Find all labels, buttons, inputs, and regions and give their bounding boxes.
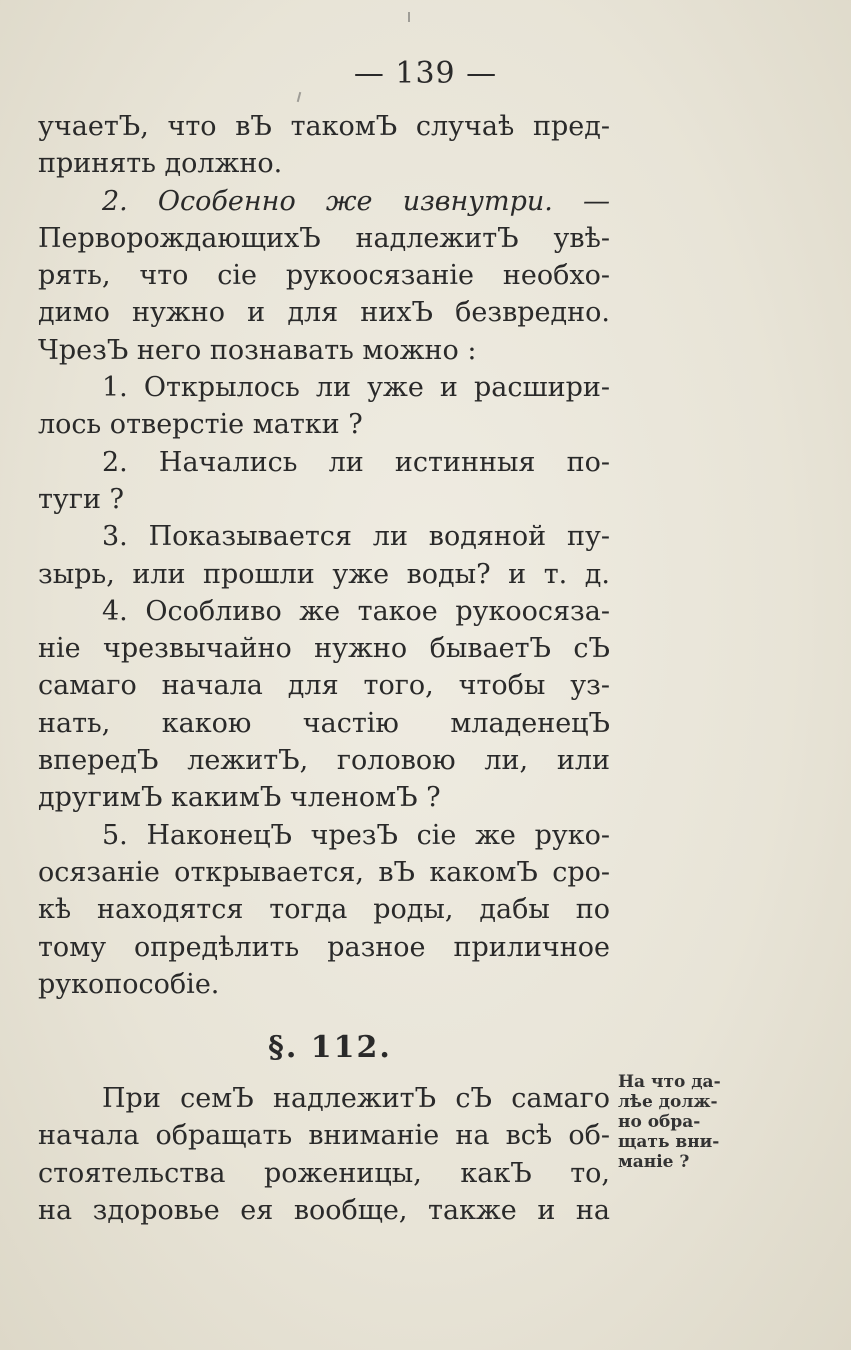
ink-speck	[408, 12, 410, 22]
text-line: на здоровье ея вообще, также и на	[38, 1194, 610, 1226]
text-line: димо нужно и для нихЪ безвредно.	[38, 297, 610, 329]
text-line: ніе чрезвычайно нужно бываетЪ сЪ	[38, 633, 610, 665]
text-line: лось отверстіе матки ?	[38, 409, 363, 441]
text-line: При семЪ надлежитЪ сЪ самаго	[102, 1083, 610, 1114]
text-line: 5. НаконецЪ чрезЪ сіе же руко-	[102, 819, 610, 851]
text-line: 2. Начались ли истинныя по-	[102, 446, 610, 478]
text-line: стоятельства роженицы, какЪ то,	[38, 1157, 610, 1189]
margin-note-line: На что да-	[618, 1072, 721, 1092]
text-line: 2. Особенно же извнутри. —	[102, 185, 610, 217]
text-line: начала обращать вниманіе на всѣ об-	[38, 1120, 610, 1152]
main-text	[38, 108, 610, 1003]
text-line: учаетЪ, что вЪ такомЪ случаѣ пред-	[38, 111, 610, 142]
section-heading: §. 112.	[268, 1030, 392, 1065]
text-line: осязаніе открывается, вЪ какомЪ сро-	[38, 856, 610, 888]
ink-speck	[297, 92, 302, 102]
text-line: ЧрезЪ него познавать можно :	[38, 334, 477, 366]
text-line: 1. Открылось ли уже и расшири-	[102, 372, 610, 404]
text-line: туги ?	[38, 483, 125, 515]
text-line: кѣ находятся тогда роды, дабы по	[38, 894, 610, 926]
text-line: нать, какою частію младенецЪ	[38, 707, 610, 739]
text-line: рукопособіе.	[38, 968, 220, 1000]
margin-note-line: но обра-	[618, 1112, 701, 1132]
margin-note-line: щать вни-	[618, 1132, 720, 1152]
text-line: зырь, или прошли уже воды? и т. д.	[38, 558, 610, 590]
text-line: ПерворождающихЪ надлежитЪ увѣ-	[38, 222, 610, 254]
text-line: впередЪ лежитЪ, головою ли, или	[38, 745, 610, 777]
text-line: рять, что сіе рукоосязаніе необхо-	[38, 260, 610, 292]
margin-note	[618, 1072, 758, 1172]
text-line: самаго начала для того, чтобы уз-	[38, 670, 610, 702]
margin-note-line: лѣе долж-	[618, 1092, 718, 1112]
text-line: тому опредѣлить разное приличное	[38, 931, 610, 963]
section-text	[38, 1080, 610, 1229]
page-number: — 139 —	[353, 56, 498, 91]
text-line: другимЪ какимЪ членомЪ ?	[38, 782, 441, 814]
text-line: 4. Особливо же такое рукоосяза-	[102, 595, 610, 627]
text-line: принять должно.	[38, 148, 283, 180]
text-line: 3. Показывается ли водяной пу-	[102, 521, 610, 553]
margin-note-line: маніе ?	[618, 1152, 690, 1172]
